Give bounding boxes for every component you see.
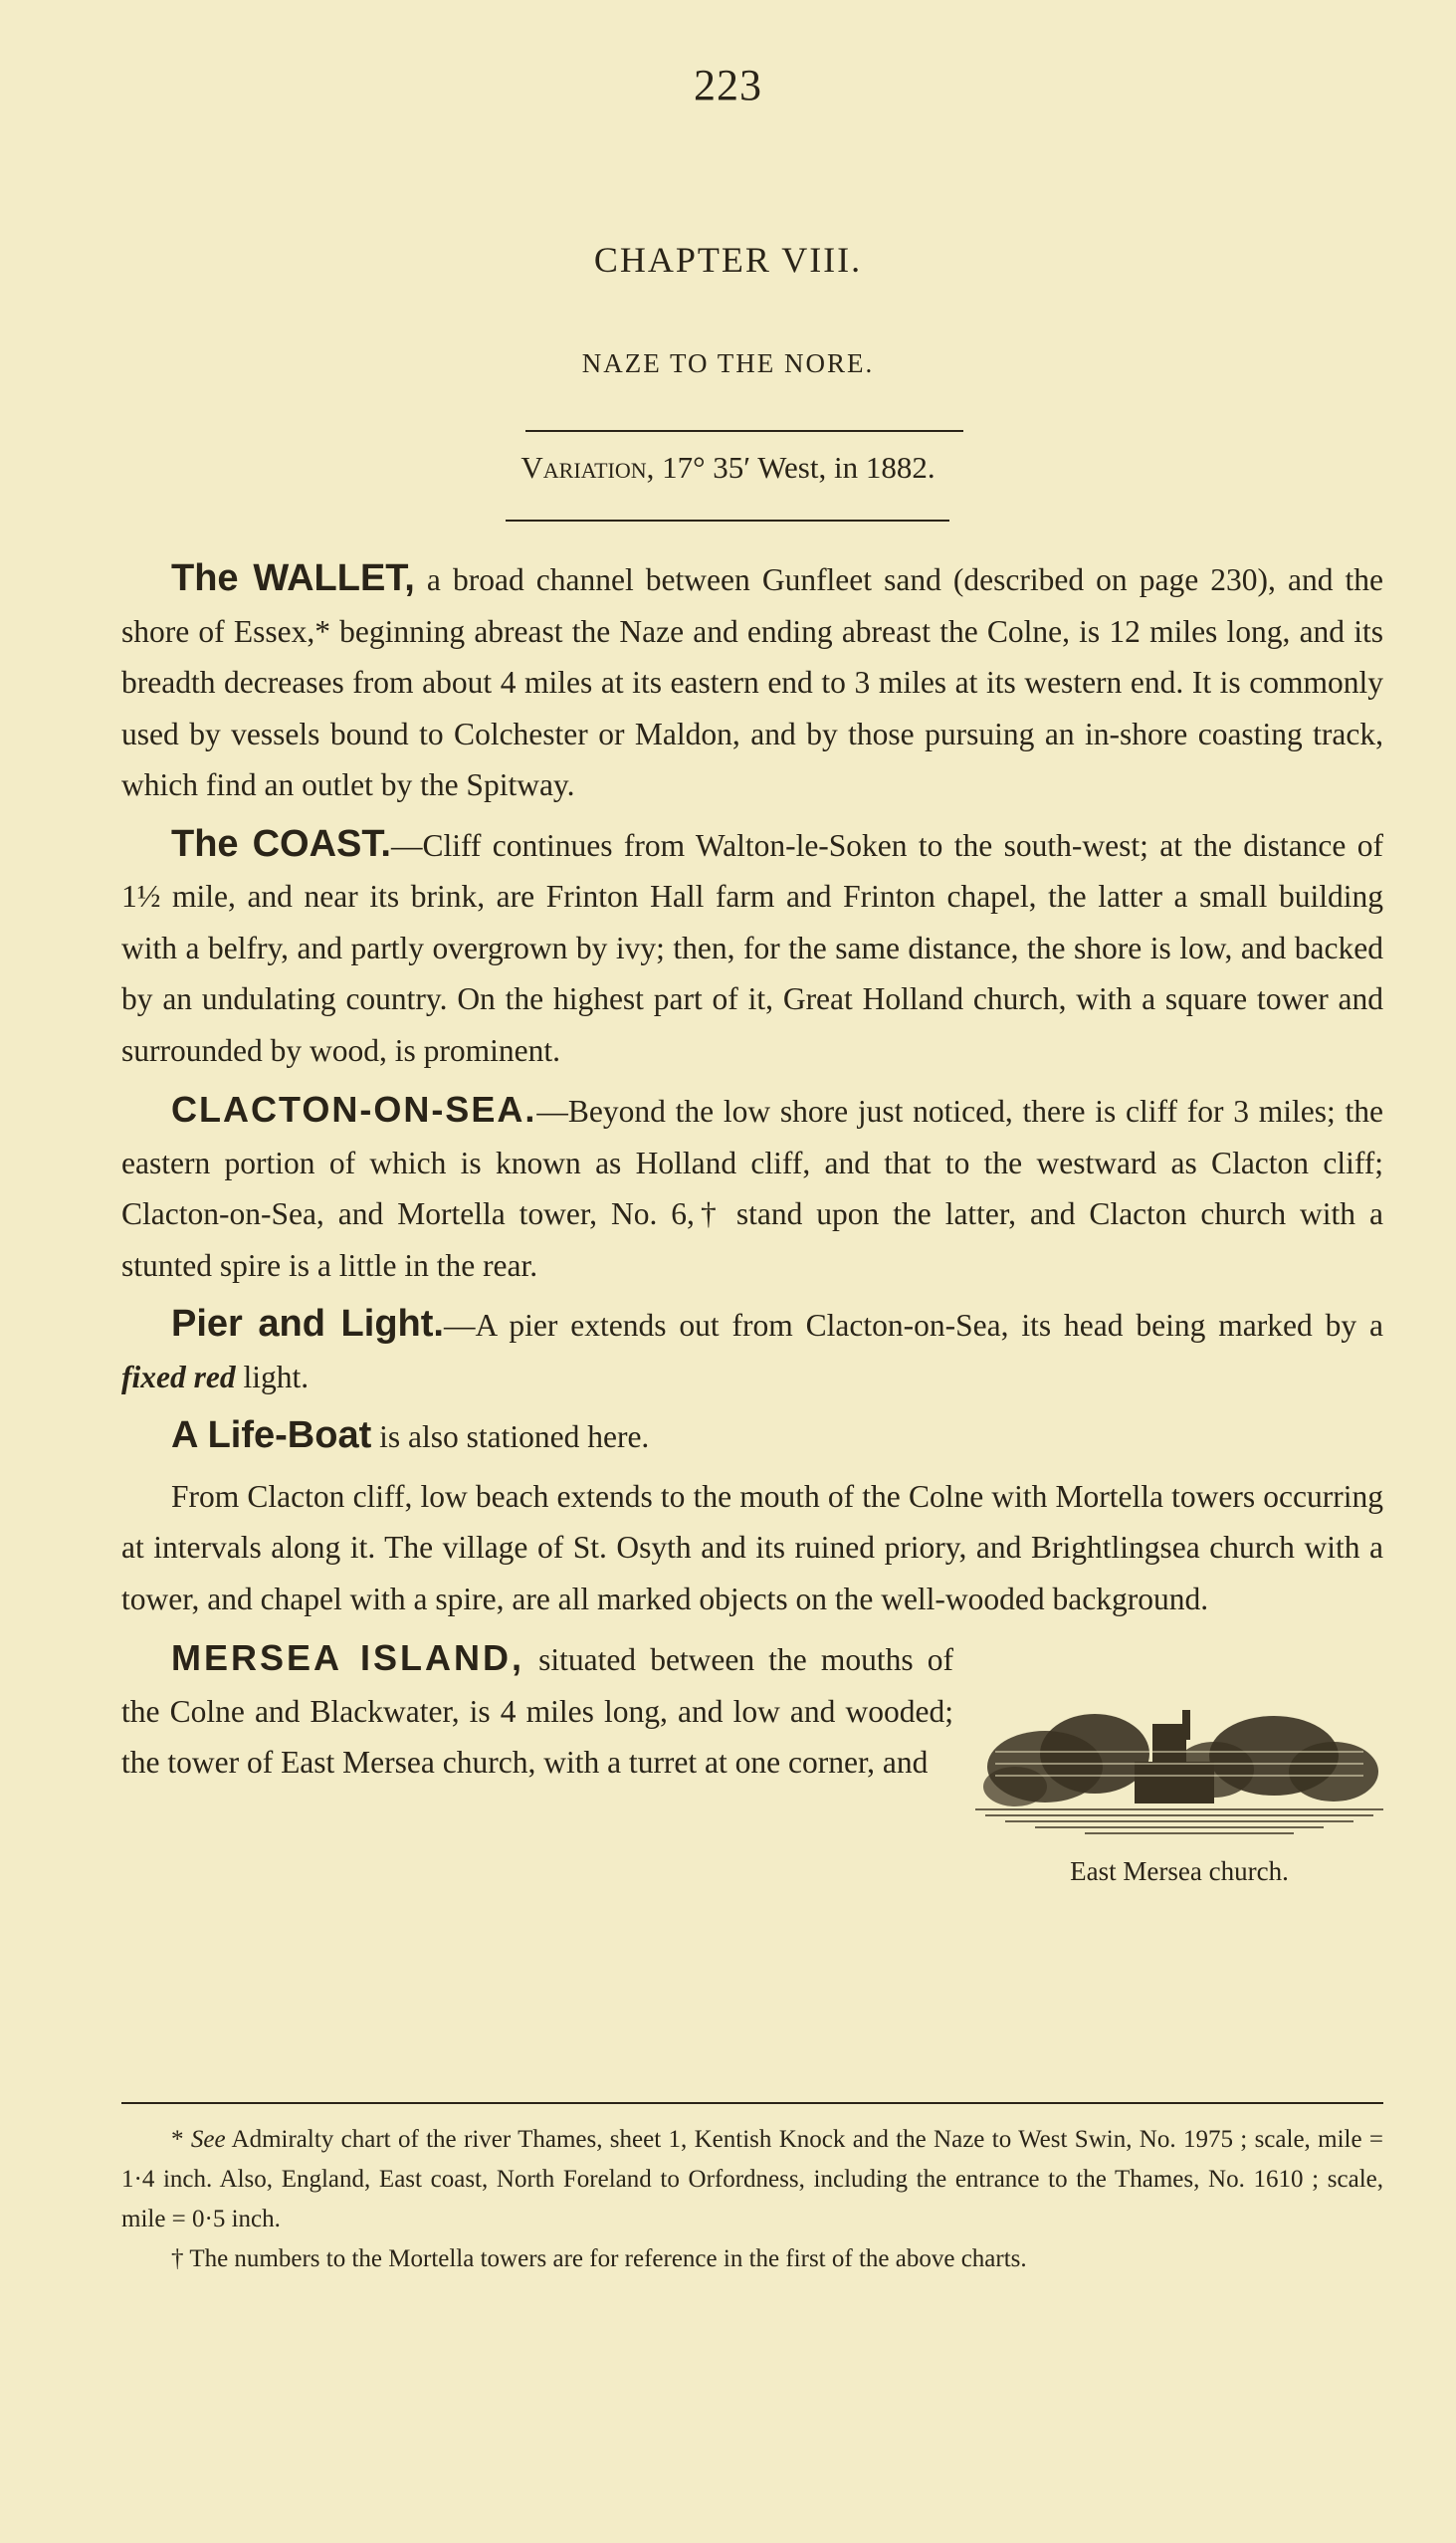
footnote-2-marker: † bbox=[171, 2245, 190, 2272]
footnote-1-see: See bbox=[190, 2126, 226, 2153]
figure-east-mersea-church bbox=[975, 1672, 1383, 1891]
church-engraving bbox=[975, 1672, 1383, 1851]
heading-clacton: CLACTON-ON-SEA. bbox=[171, 1089, 537, 1130]
footnote-1 bbox=[121, 2120, 1383, 2239]
heading-coast: The COAST. bbox=[171, 822, 391, 865]
paragraph-clacton bbox=[121, 1084, 1383, 1291]
text-mersea: situated between the mouths of the Colne and Blackwater, is 4 miles long, and low and wooded; the tower of East Mersea church, with a turret at one corner, and bbox=[121, 1642, 954, 1780]
body-text bbox=[121, 553, 1383, 1891]
footnotes bbox=[121, 2120, 1383, 2279]
heading-mersea: MERSEA ISLAND, bbox=[171, 1637, 524, 1678]
text-pier-emphasis: fixed red bbox=[121, 1359, 236, 1394]
text-wallet: a broad channel between Gunfleet sand (described on page 230), and the shore of Essex,* beginning abreast the Naze and ending abreast the Colne, is 12 miles long, and its breadth decreases from about 4 miles at its eastern end to 3 miles at its western end. It is commonly used by vessels bound to Colchester or Maldon, and by those pursuing an in-shore coasting track, which find an outlet by the Spitway. bbox=[121, 562, 1383, 802]
paragraph-pier bbox=[121, 1299, 1383, 1402]
text-coast: —Cliff continues from Walton-le-Soken to the south-west; at the distance of 1½ mile, and near its brink, are Frinton Hall farm and Frinton chapel, the latter a small building with a belfry, and partly overgrown by ivy; then, for the same distance, the shore is low, and backed by an undulating country. On the highest part of it, Great Holland church, with a square tower and surrounded by wood, is prominent. bbox=[121, 827, 1384, 1068]
figure-caption: East Mersea church. bbox=[1070, 1856, 1289, 1886]
footnote-2-text: The numbers to the Mortella towers are for reference in the first of the above charts. bbox=[189, 2245, 1027, 2272]
rule-above-variation bbox=[525, 430, 963, 432]
text-lifeboat: is also stationed here. bbox=[371, 1419, 650, 1454]
paragraph-coast bbox=[121, 819, 1383, 1077]
chapter-subtitle: NAZE TO THE NORE. bbox=[581, 348, 875, 378]
footnote-1-text: Admiralty chart of the river Thames, sheet 1, Kentish Knock and the Naze to West Swin, No. 1975 ; scale, mile = 1·4 inch. Also, England, East coast, North Foreland to Orfordness, including the entrance to the Thames, No. 1610 ; scale, mile = 0·5 inch. bbox=[121, 2126, 1384, 2232]
paragraph-wallet bbox=[121, 553, 1383, 811]
heading-wallet: The WALLET, bbox=[171, 557, 415, 599]
heading-pier: Pier and Light. bbox=[171, 1303, 444, 1345]
text-pier-after: light. bbox=[235, 1359, 310, 1394]
chapter-title: CHAPTER VIII. bbox=[593, 240, 863, 280]
variation-line bbox=[0, 450, 1456, 486]
text-pier-before: —A pier extends out from Clacton-on-Sea, its head being marked by a bbox=[443, 1308, 1383, 1343]
paragraph-lifeboat bbox=[121, 1410, 1383, 1463]
footnote-rule bbox=[121, 2102, 1383, 2104]
rule-below-variation bbox=[506, 520, 949, 522]
heading-lifeboat: A Life-Boat bbox=[171, 1414, 372, 1456]
variation-label: Variation, bbox=[520, 450, 655, 485]
paragraph-colne bbox=[121, 1471, 1383, 1625]
page-number: 223 bbox=[694, 61, 762, 109]
variation-value: 17° 35′ West, in 1882. bbox=[662, 450, 936, 485]
footnote-1-marker: * bbox=[171, 2126, 191, 2153]
text-colne: From Clacton cliff, low beach extends to the mouth of the Colne with Mortella towers occurring at intervals along it. The village of St. Osyth and its ruined priory, and Brightlingsea church with a tower, and chapel with a spire, are all marked objects on the well-wooded background. bbox=[121, 1478, 1383, 1616]
text-clacton: —Beyond the low shore just noticed, there is cliff for 3 miles; the eastern portion of which is known as Holland cliff, and that to the westward as Clacton cliff; Clacton-on-Sea, and Mortella tower, No. 6,† stand upon the latter, and Clacton church with a stunted spire is a little in the rear. bbox=[121, 1094, 1383, 1283]
footnote-2 bbox=[121, 2239, 1383, 2279]
